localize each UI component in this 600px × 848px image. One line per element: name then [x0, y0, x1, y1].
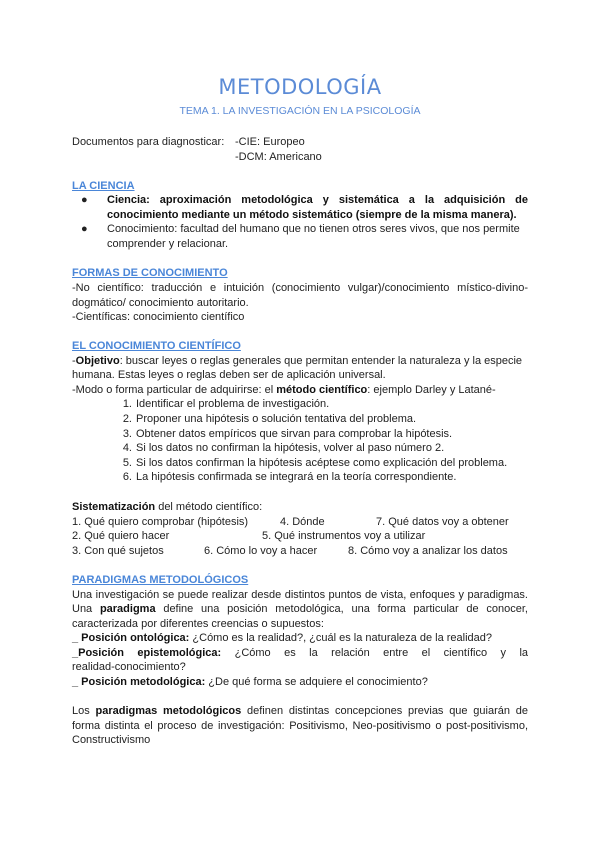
paradigma-prefix: Una — [72, 603, 100, 615]
final-prefix: Los — [72, 705, 96, 717]
step-item: Proponer una hipótesis o solución tentativa del problema. — [136, 413, 417, 425]
step-item: Si los datos confirman la hipótesis acéptese como explicación del problema. — [136, 457, 508, 469]
diagnose-item: -DCM: Americano — [235, 151, 322, 163]
modo-bold: método científico — [276, 384, 368, 396]
question-item: 8. Cómo voy a analizar los datos — [348, 545, 508, 557]
section-heading-ciencia — [72, 179, 528, 193]
section-heading-cientifico — [72, 339, 528, 353]
formas-line: -No científico: traducción e intuición (conocimiento vulgar)/conocimiento místico-divino- — [72, 282, 528, 294]
posicion-epistemologica-line — [72, 646, 528, 660]
bullet-icon: ● — [81, 194, 88, 206]
objetivo-line: humana. Estas leyes o reglas deben ser de aplicación universal. — [72, 369, 386, 381]
question-item: 4. Dónde — [280, 516, 325, 528]
page-title: METODOLOGÍA — [218, 75, 382, 99]
step-item: La hipótesis confirmada se integrará en la teoría correspondiente. — [136, 471, 457, 483]
step-number: 2. — [122, 413, 132, 425]
question-item: 6. Cómo lo voy a hacer — [204, 545, 318, 557]
bullet-icon: ● — [81, 223, 88, 235]
conocimiento-definition-line: Conocimiento: facultad del humano que no tienen otros seres vivos, que nos permite — [107, 223, 520, 235]
objetivo-text: : buscar leyes o reglas generales que permitan entender la naturaleza y la especie — [119, 355, 523, 367]
sistematizacion-rest: del método científico: — [155, 501, 263, 513]
heading-text: LA CIENCIA — [72, 180, 135, 192]
paradigma-suffix: define una posición metodológica, una forma particular de conocer, — [155, 603, 528, 615]
step-number: 6. — [122, 471, 132, 483]
question-item: 5. Qué instrumentos voy a utilizar — [262, 530, 426, 542]
step-item: Si los datos no confirman la hipótesis, volver al paso número 2. — [136, 442, 445, 454]
paradigmas-line — [72, 602, 528, 616]
sistematizacion-label: Sistematización — [72, 501, 156, 513]
paradigmas-line: caracterizada por diferentes creencias o supuestos: — [72, 618, 324, 630]
paradigmas-final-line: Constructivismo — [72, 734, 151, 746]
posicion-metodologica-text: ¿De qué forma se adquiere el conocimiento? — [205, 676, 428, 688]
step-number: 4. — [122, 442, 132, 454]
formas-line: dogmático/ conocimiento autoritario. — [72, 297, 249, 309]
posicion-epistemologica-label: _Posición epistemológica: — [72, 647, 222, 659]
diagnose-label: Documentos para diagnosticar: — [72, 136, 225, 148]
modo-line — [72, 383, 528, 397]
sistematizacion-line — [72, 500, 528, 514]
page-subtitle: TEMA 1. LA INVESTIGACIÓN EN LA PSICOLOGÍA — [179, 105, 421, 117]
question-item: 3. Con qué sujetos — [72, 545, 164, 557]
paradigmas-line: Una investigación se puede realizar desde distintos puntos de vista, enfoques y paradigmas. — [72, 589, 528, 601]
diagnose-item: -CIE: Europeo — [235, 136, 305, 148]
step-number: 1. — [122, 398, 132, 410]
posicion-ontologica-text: ¿Cómo es la realidad?, ¿cuál es la naturaleza de la realidad? — [189, 632, 493, 644]
posicion-metodologica-label: _ Posición metodológica: — [72, 676, 206, 688]
objetivo-prefix: - — [72, 355, 76, 367]
step-item: Obtener datos empíricos que sirvan para comprobar la hipótesis. — [136, 428, 453, 440]
posicion-ontologica-line — [72, 631, 528, 645]
posicion-ontologica-label: _ Posición ontológica: — [72, 632, 190, 644]
ciencia-definition-line: conocimiento mediante un método sistemático (siempre de la misma manera). — [107, 209, 517, 221]
heading-text: PARADIGMAS METODOLÓGICOS — [72, 574, 249, 586]
question-item: 1. Qué quiero comprobar (hipótesis) — [72, 516, 249, 528]
conocimiento-definition-line: comprender y relacionar. — [107, 238, 229, 250]
modo-prefix: -Modo o forma particular de adquirirse: el — [72, 384, 277, 396]
section-heading-formas — [72, 266, 528, 280]
posicion-epistemologica-line: realidad-conocimiento? — [72, 661, 186, 673]
section-heading-paradigmas — [72, 573, 528, 587]
final-bold: paradigmas metodológicos — [95, 705, 242, 717]
question-item: 7. Qué datos voy a obtener — [376, 516, 509, 528]
ciencia-definition-line: Ciencia: aproximación metodológica y sistemática a la adquisición de — [107, 194, 528, 206]
paradigmas-final-line: forma distinta el proceso de investigación: Positivismo, Neo-positivismo o post-positivismo, — [72, 720, 528, 732]
step-item: Identificar el problema de investigación. — [136, 398, 330, 410]
formas-line: -Científicas: conocimiento científico — [72, 311, 245, 323]
posicion-epistemologica-text: ¿Cómo es la relación entre el científico y la — [221, 647, 529, 659]
objetivo-line — [72, 354, 528, 368]
question-item: 2. Qué quiero hacer — [72, 530, 170, 542]
step-number: 3. — [122, 428, 132, 440]
step-number: 5. — [122, 457, 132, 469]
paradigmas-final-line — [72, 704, 528, 718]
heading-text: FORMAS DE CONOCIMIENTO — [72, 267, 228, 279]
modo-suffix: : ejemplo Darley y Latané- — [367, 384, 496, 396]
objetivo-label: Objetivo — [75, 355, 120, 367]
posicion-metodologica-line — [72, 675, 528, 689]
final-suffix: definen distintas concepciones previas que guiarán de — [241, 705, 528, 717]
heading-text: EL CONOCIMIENTO CIENTÍFICO — [72, 340, 241, 352]
paradigma-bold: paradigma — [99, 603, 156, 615]
